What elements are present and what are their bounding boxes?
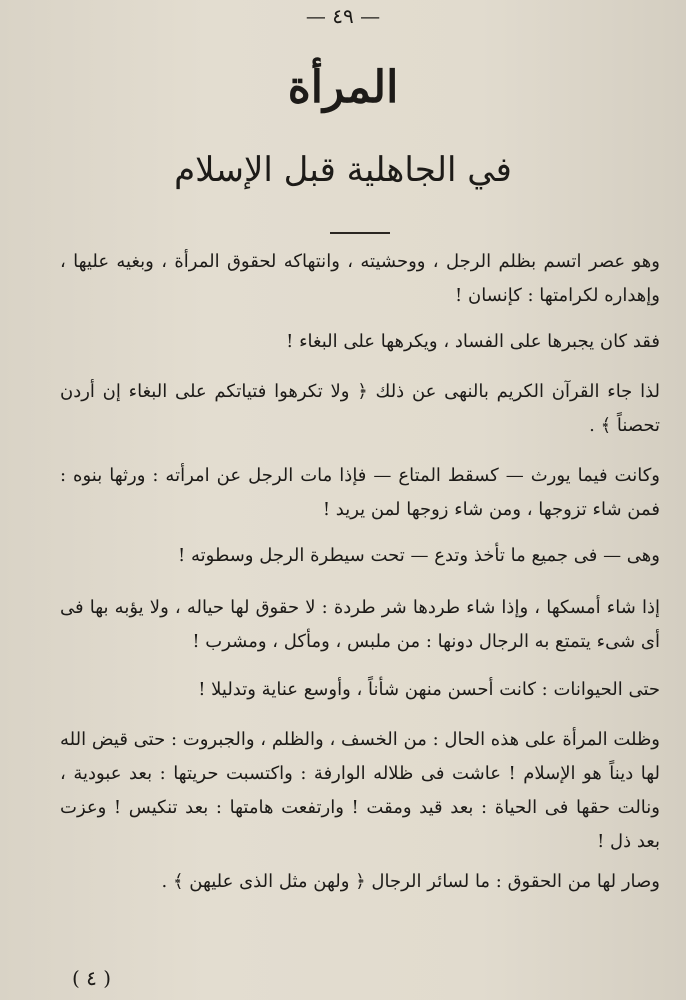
paragraph-9: وصار لها من الحقوق : ما لسائر الرجال ﴿ ولهن مثل الذى عليهن ﴾ . xyxy=(161,871,660,892)
paragraph-1: وهو عصر اتسم بظلم الرجل ، ووحشيته ، وانتهاكه لحقوق المرأة ، وبغيه عليها ، وإهداره لكرامتها : كإنسان ! xyxy=(60,251,660,306)
paragraph-7: حتى الحيوانات : كانت أحسن منهن شأناً ، وأوسع عناية وتدليلا ! xyxy=(198,679,660,700)
chapter-title: المرأة xyxy=(287,62,399,113)
paragraph-3: لذا جاء القرآن الكريم بالنهى عن ذلك ﴿ ولا تكرهوا فتياتكم على البغاء إن أردن تحصناً ﴾ . xyxy=(60,381,660,436)
title-divider xyxy=(330,232,390,234)
paragraph-8: وظلت المرأة على هذه الحال : من الخسف ، والظلم ، والجبروت : حتى قيض الله لها ديناً هو الإسلام ! عاشت فى ظلاله الوارفة : واكتسبت حريتها : بعد عبودية ، ونالت حقها فى الحياة : بعد قيد ومقت ! وارتفعت هامتها : بعد تنكيس ! وعزت بعد ذل ! xyxy=(60,729,660,852)
signature-mark: ( ٤ ) xyxy=(72,966,112,990)
paragraph-2: فقد كان يجبرها على الفساد ، ويكرهها على البغاء ! xyxy=(286,331,660,352)
page-number: — ٤٩ — xyxy=(305,4,381,28)
chapter-subtitle: في الجاهلية قبل الإسلام xyxy=(174,150,512,190)
paragraph-5: وهى — فى جميع ما تأخذ وتدع — تحت سيطرة الرجل وسطوته ! xyxy=(178,545,660,566)
paragraph-4: وكانت فيما يورث — كسقط المتاع — فإذا مات الرجل عن امرأته : ورثها بنوه : فمن شاء تزوجها ، ومن شاء زوجها لمن يريد ! xyxy=(60,465,660,520)
paragraph-6: إذا شاء أمسكها ، وإذا شاء طردها شر طردة : لا حقوق لها حياله ، ولا يؤبه بها فى أى شىء يتمتع به الرجال دونها : من ملبس ، ومأكل ، ومشرب ! xyxy=(60,597,660,652)
body-text xyxy=(60,245,660,899)
